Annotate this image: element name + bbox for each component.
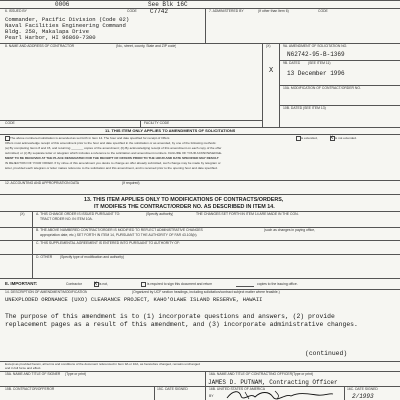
issued-by-code-value: C7742 (150, 8, 169, 15)
block-11-title: 11. THIS ITEM ONLY APPLIES TO AMENDMENTS OF SOLICITATIONS (105, 128, 236, 133)
continued-note: (continued) (305, 350, 348, 357)
purpose-line-2: replacement pages as a result of this amendment, and (3) incorporate administrative changes. (5, 321, 358, 328)
signature-date-value: 2/1993 (352, 393, 374, 400)
issued-by-code-label: CODE (127, 9, 137, 13)
administered-by-label: 7. ADMINISTERED BY (209, 9, 244, 13)
contractor-date-label: 15C. DATE SIGNED (157, 387, 188, 391)
except-line-1: Except as provided herein, all terms and conditions of the document referenced in Item 9A or 10A, as heretofore changed, remains unchanged (5, 362, 200, 366)
block-11-line-7: letter, provided each telegram or letter makes reference to the solicitation and this amendment, and is received prior to the opening hour and date specified. (5, 166, 218, 170)
signer-name-label: 15A. NAME AND TITLE OF SIGNER (5, 372, 61, 376)
supplemental-agreement-label: C. THIS SUPPLEMENTAL AGREEMENT IS ENTERED INTO PURSUANT TO AUTHORITY OF: (36, 241, 181, 245)
accounting-label: 12. ACCOUNTING AND APPROPRIATION DATA (5, 181, 80, 185)
issued-by-line-3: Bldg. 258, Makalapa Drive (5, 28, 89, 35)
block-11-line-4: submitted; or (c) By separate letter or telegram which includes a reference to the solicitation and amendment numbers. FAILURE OF YOUR ACKNOWLEDGE- (5, 151, 223, 155)
change-order-line-2: TRACT ORDER NO. IN ITEM 10A. (40, 217, 93, 221)
contractor-address-hint: (No., street, county, State and ZIP code) (116, 44, 177, 48)
purpose-line-1: The purpose of this amendment is to (1) incorporate questions and answers, (2) provide (5, 313, 335, 320)
modification-dated-label: 10B. DATED (283, 106, 303, 110)
top-code-value: 0006 (55, 1, 70, 8)
administered-by-code-label: CODE (318, 9, 328, 13)
amendment-no-value: N62742-95-B-1369 (287, 51, 345, 58)
block-13-title-1: 13. THIS ITEM APPLIES ONLY TO MODIFICATIONS OF CONTRACTS/ORDERS, (84, 197, 284, 203)
contractor-label: Contractor (66, 282, 82, 286)
admin-changes-label: B. THE ABOVE NUMBERED CONTRACT/ORDER IS MODIFIED TO REFLECT ADMINISTRATIVE CHANGES (36, 228, 203, 232)
amendment-dated-label: 9B. DATED (283, 61, 301, 65)
block-13-title-2: IT MODIFIES THE CONTRACT/ORDER NO. AS DESCRIBED IN ITEM 14. (94, 204, 275, 210)
officer-date-label: 16C. DATE SIGNED (347, 387, 378, 391)
is-required-checkbox[interactable] (141, 282, 146, 287)
not-extended-x-mark: X (330, 134, 334, 141)
amendment-no-label: 9A. AMENDMENT OF SOLICITATION NO. (283, 44, 348, 48)
amendment-x-mark: X (269, 67, 274, 75)
other-label: D. OTHER (36, 255, 53, 259)
is-not-label: is not, (99, 282, 109, 286)
project-title: UNEXPLODED ORDNANCE (UXO) CLEARANCE PROJECT, KAHO'OLAWE ISLAND RESERVE, HAWAII (5, 296, 263, 303)
issued-by-line-4: Pearl Harbor, HI 96860-7300 (5, 34, 96, 41)
amendment-dated-hint: (SEE ITEM 11) (308, 61, 331, 65)
x-column-label: (X) (266, 44, 271, 48)
top-see-block-value: See Blk 16C (148, 1, 188, 8)
change-order-label: A. THIS CHANGE ORDER IS ISSUED PURSUANT TO: (36, 212, 121, 216)
by-label: BY (209, 394, 214, 398)
officer-name-hint: (Type or print) (292, 372, 314, 376)
is-not-extended-label: is not extended. (335, 136, 357, 140)
block-11-line-6: IN REJECTION OF YOUR OFFER. If by virtue of this amendment you desire to change an offer already submitted, such change may be made by telegram or (5, 161, 221, 165)
change-order-tail: THE CHANGES SET FORTH IN ITEM 14 ARE MADE IN THE CON- (196, 212, 299, 216)
issued-by-line-2: Naval Facilities Engineering Command (5, 22, 126, 29)
modification-dated-hint: (SEE ITEM 13) (303, 106, 326, 110)
block-13-x-column: (X) (20, 212, 25, 216)
important-label: E. IMPORTANT: (5, 281, 38, 286)
except-line-2: and in full force and effect. (5, 366, 42, 370)
change-order-hint: (Specify authority) (146, 212, 174, 216)
block-11-line-5: MENT TO BE RECEIVED AT THE PLACE DESIGNATED FOR THE RECEIPT OF OFFERS PRIOR TO THE HOUR AND DATE SPECIFIED MAY RESULT (5, 156, 219, 160)
description-label: 14. DESCRIPTION OF AMENDMENT/MODIFICATION (5, 290, 88, 294)
block-11-line-1: The above numbered solicitation is amended as set forth in Item 14. The hour and date specified for receipt of Offers (10, 136, 170, 140)
contractor-offeror-label: 15B. CONTRACTOR/OFFEROR (5, 387, 55, 391)
accounting-hint: (If required) (122, 181, 140, 185)
issued-by-line-1: Commander, Pacific Division (Code 02) (5, 16, 130, 23)
signer-name-hint: (Type or print) (65, 372, 87, 376)
block-11-line-3: (a) By completing Items 8 and 15, and returning _______ copies of the amendment; (b) By acknowledging receipt of this amendment on each copy of the offer (5, 146, 222, 150)
signature-icon (225, 388, 335, 400)
contractor-address-label: 8. NAME AND ADDRESS OF CONTRACTOR (5, 44, 75, 48)
is-not-x-mark: X (94, 280, 98, 287)
issued-by-label: 6. ISSUED BY (5, 9, 27, 13)
block-11-line-2: Offers must acknowledge receipt of this amendment prior to the hour and date specified in the solicitation or as amended, by one of the following methods: (5, 141, 217, 145)
officer-name-value: JAMES D. PUTNAM, Contracting Officer (208, 379, 338, 386)
modification-no-label: 10A. MODIFICATION OF CONTRACT/ORDER NO. (283, 86, 361, 90)
is-required-label: is required to sign this document and return (147, 282, 213, 286)
amendment-dated-value: 13 December 1996 (287, 70, 345, 77)
other-hint: (Specify type of modification and authority) (60, 255, 125, 259)
facility-code-label: FACILITY CODE (144, 121, 170, 125)
admin-changes-hint: (such as changes in paying office, (264, 228, 316, 232)
officer-name-label: 16A. NAME AND TITLE OF CONTRACTING OFFICER (209, 372, 293, 376)
is-extended-label: is extended, (301, 136, 318, 140)
description-hint: (Organized by UCF section headings, including solicitation/contract subject matter where feasible.) (132, 290, 280, 294)
code-label: CODE (5, 121, 15, 125)
united-states-label: 16B. UNITED STATES OF AMERICA (209, 387, 266, 391)
copies-label: copies to the issuing office. (257, 282, 298, 286)
admin-changes-line-2: appropriation date, etc.) SET FORTH IN ITEM 14, PURSUANT TO THE AUTHORITY OF FAR 43.103(b). (40, 233, 198, 237)
administered-by-hint: (If other than Item 6) (258, 9, 289, 13)
